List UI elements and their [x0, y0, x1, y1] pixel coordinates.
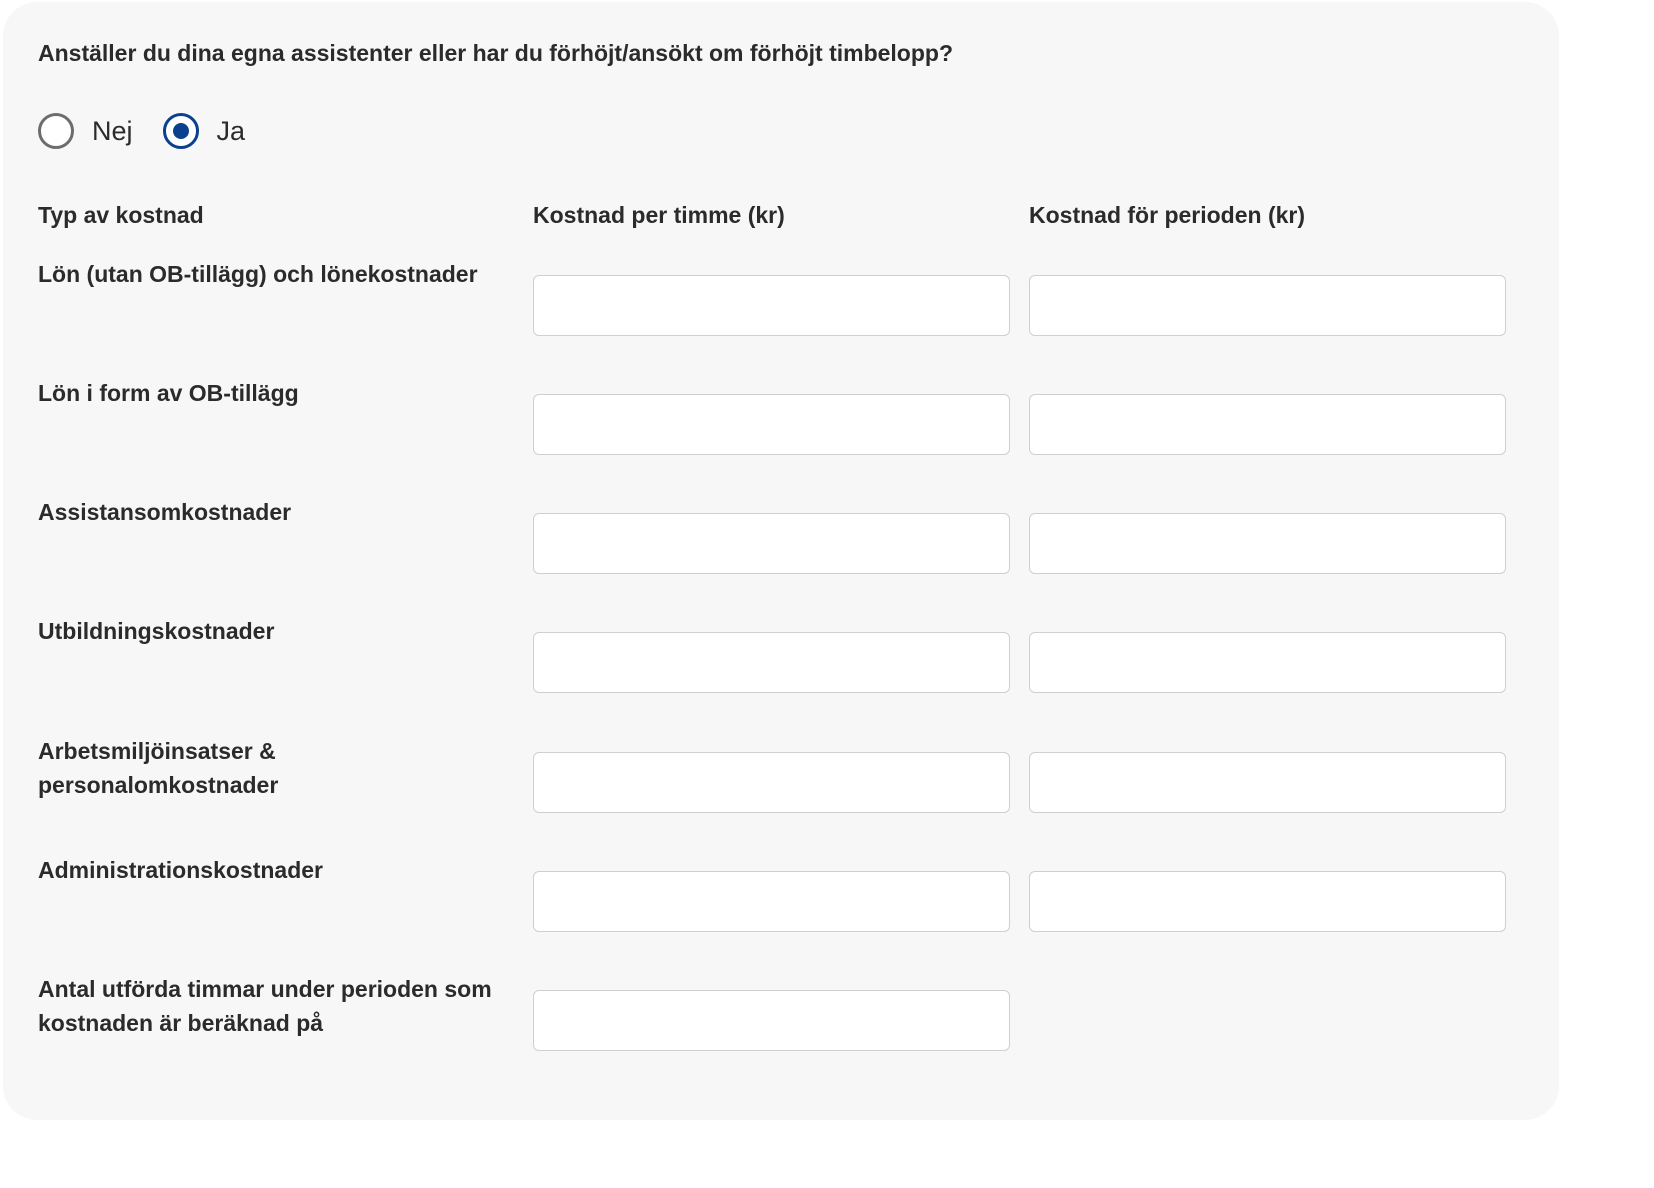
column-header-type: Typ av kostnad	[38, 202, 204, 228]
question-text: Anställer du dina egna assistenter eller har du förhöjt/ansökt om förhöjt timbelopp?	[38, 40, 954, 66]
column-header-per-hour: Kostnad per timme (kr)	[533, 202, 785, 228]
hours-performed-input[interactable]	[533, 990, 1010, 1051]
administration-per-hour-input[interactable]	[533, 871, 1010, 932]
row-label-work-environment: Arbetsmiljöinsatser & personalomkostnader	[38, 738, 279, 798]
work-environment-period-input[interactable]	[1029, 752, 1506, 813]
row-label-ob-supplement: Lön i form av OB-tillägg	[38, 380, 299, 406]
salary-period-input[interactable]	[1029, 275, 1506, 336]
radio-label-nej[interactable]: Nej	[92, 115, 133, 146]
ob-supplement-period-input[interactable]	[1029, 394, 1506, 455]
assistance-overhead-period-input[interactable]	[1029, 513, 1506, 574]
radio-option-nej[interactable]	[38, 113, 133, 149]
cost-form-card	[3, 2, 1559, 1120]
row-label-hours-performed: Antal utförda timmar under perioden som kostnaden är beräknad på	[38, 976, 492, 1036]
answer-radio-group	[38, 113, 245, 149]
ob-supplement-per-hour-input[interactable]	[533, 394, 1010, 455]
row-label-training: Utbildningskostnader	[38, 618, 275, 644]
radio-label-ja[interactable]: Ja	[216, 115, 246, 146]
administration-period-input[interactable]	[1029, 871, 1506, 932]
salary-per-hour-input[interactable]	[533, 275, 1010, 336]
training-per-hour-input[interactable]	[533, 632, 1010, 693]
radio-nej-unselected-icon[interactable]	[38, 113, 74, 149]
row-label-salary: Lön (utan OB-tillägg) och lönekostnader	[38, 261, 478, 287]
row-label-administration: Administrationskostnader	[38, 857, 323, 883]
work-environment-per-hour-input[interactable]	[533, 752, 1010, 813]
radio-ja-selected-icon[interactable]	[163, 113, 199, 149]
column-header-period: Kostnad för perioden (kr)	[1029, 202, 1306, 228]
row-label-assistance-overhead: Assistansomkostnader	[38, 499, 292, 525]
training-period-input[interactable]	[1029, 632, 1506, 693]
assistance-overhead-per-hour-input[interactable]	[533, 513, 1010, 574]
radio-option-ja[interactable]	[163, 113, 246, 149]
